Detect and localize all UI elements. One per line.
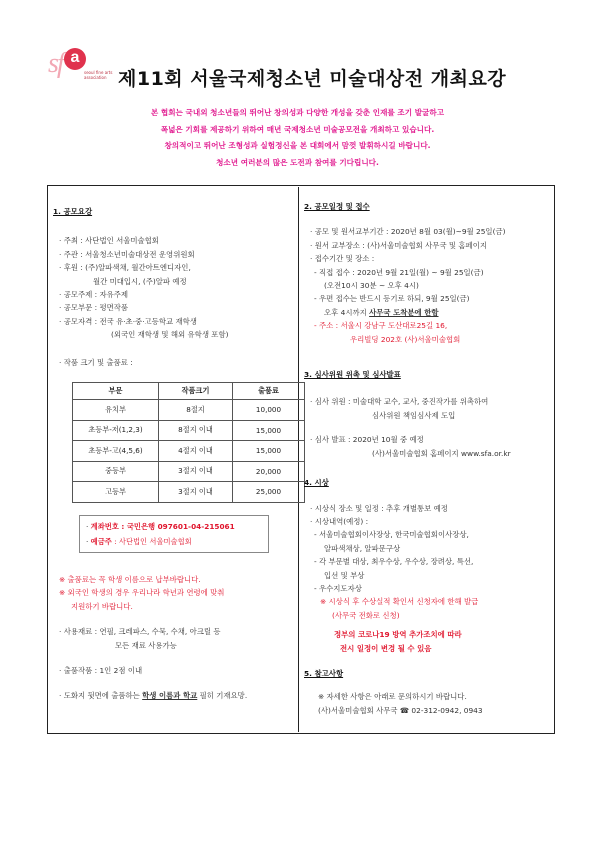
judges-cont: 심사위원 책임심사제 도입: [372, 410, 456, 420]
schedule-line: · 접수기간 및 장소 :: [310, 254, 375, 264]
section-heading-3: 3. 심사위원 위촉 및 심사발표: [304, 370, 401, 380]
holder-line: · 예금주 : 사단법인 서울미술협회: [86, 537, 192, 546]
table-row: [73, 441, 305, 462]
work-count: · 출품작품 : 1인 2점 이내: [59, 666, 143, 676]
table-cell: 유치부: [73, 400, 159, 421]
materials: · 사용재료 : 연필, 크레파스, 수묵, 수채, 아크릴 등: [59, 627, 221, 637]
sponsor-cont: 월간 미대입시, (주)알파 예정: [93, 276, 187, 286]
schedule-line: · 원서 교부장소 : (사)서울미술협회 사무국 및 홈페이지: [310, 240, 487, 250]
intro-line: 창의적이고 뛰어난 조형성과 실험정신을 본 대회에서 맘껏 발휘하시길 바랍니다.: [164, 141, 431, 150]
table-header: 작품크기: [159, 383, 233, 400]
award-line: · 시상식 장소 및 일정 : 추후 개별통보 예정: [310, 503, 448, 513]
section-heading-5: 5. 참고사항: [304, 668, 344, 678]
award-line: - 우수지도자상: [314, 583, 362, 593]
section-heading-2: 2. 공모일정 및 접수: [304, 202, 370, 211]
note-fee-name: ※ 출품료는 꼭 학생 이름으로 납부바랍니다.: [59, 575, 201, 584]
back-note-post: 필히 기재요망.: [197, 691, 248, 701]
address-line: - 주소 : 서울시 강남구 도산대로25길 16,: [314, 321, 448, 331]
holder-value: : 사단법인 서울미술협회: [111, 537, 192, 546]
table-cell: 3절지 이내: [159, 482, 233, 503]
deadline-pre: 오후 4시까지: [324, 307, 370, 317]
award-line: · 시상내역(예정) :: [310, 516, 369, 526]
back-note: [59, 689, 295, 702]
certificate-note-cont: (사무국 전화로 신청): [332, 610, 400, 620]
deadline-line: [310, 306, 552, 319]
logo-letters: sf: [48, 48, 63, 79]
table-cell: 8절지: [159, 400, 233, 421]
table-cell: 4절지 이내: [159, 441, 233, 462]
intro-line: 폭넓은 기회를 제공하기 위하여 매년 국제청소년 미술공모전을 개최하고 있습니다.: [160, 124, 435, 134]
table-header: 부문: [73, 383, 159, 400]
size-fee-title: · 작품 크기 및 출품료 :: [59, 357, 133, 367]
schedule-line: · 공모 및 원서교부기간 : 2020년 8월 03(월)~9월 25일(금): [310, 227, 506, 237]
category: · 공모부문 : 평면작품: [59, 303, 129, 313]
back-note-bold: 학생 이름과 학교: [142, 691, 198, 701]
logo-caption: seoul fine arts association: [84, 70, 113, 80]
schedule-line: - 우편 접수는 반드시 등기로 하되, 9월 25일(금): [314, 294, 470, 304]
page-title: 제11회 서울국제청소년 미술대상전 개최요강: [118, 68, 507, 90]
account-line: · 계좌번호 : 국민은행 097601-04-215061: [86, 522, 235, 531]
table-cell: 3절지 이내: [159, 461, 233, 482]
award-line: 입선 및 부상: [324, 570, 365, 580]
back-note-pre: · 도화지 뒷면에 출품하는: [59, 691, 143, 701]
theme: · 공모주제 : 자유주제: [59, 290, 129, 300]
table-cell: 초등부-고(4,5,6): [73, 441, 159, 462]
table-row: [73, 400, 305, 421]
covid-notice: 정부의 코로나19 방역 추가조치에 따라: [334, 630, 462, 640]
section-heading-1: 1. 공모요강: [53, 207, 93, 216]
covid-notice-cont: 전시 일정이 변경 될 수 있음: [340, 643, 432, 653]
table-cell: 8절지 이내: [159, 420, 233, 441]
table-cell: 20,000: [233, 461, 305, 482]
sponsor: · 후원 : (주)알파색채, 월간아트엔디자인,: [59, 263, 191, 273]
table-row: [73, 420, 305, 441]
table-cell: 중등부: [73, 461, 159, 482]
intro-line: 본 협회는 국내외 청소년들의 뛰어난 창의성과 다양한 개성을 갖춘 인재를 조기 발굴하고: [150, 108, 445, 117]
intro-line: 청소년 여러분의 많은 도전과 참여를 기다립니다.: [216, 157, 379, 167]
association-logo: [46, 48, 113, 94]
contact-phone: (사)서울미술협회 사무국 ☎ 02-312-0942, 0943: [318, 705, 483, 715]
table-header-row: [73, 383, 305, 400]
award-line: - 각 부문별 대상, 최우수상, 우수상, 장려상, 특선,: [314, 557, 474, 567]
payment-account-box: [79, 515, 269, 553]
table-row: [73, 482, 305, 503]
table-cell: 25,000: [233, 482, 305, 503]
certificate-note: ※ 시상식 후 수상실적 확인서 신청자에 한해 발급: [320, 597, 479, 607]
award-line: - 서울미술협회이사장상, 한국미술협회이사장상,: [314, 530, 469, 540]
eligibility: · 공모자격 : 전국 유·초·중·고등학교 재학생: [59, 316, 197, 326]
judges: · 심사 위원 : 미술대학 교수, 교사, 중진작가를 위촉하여: [310, 397, 489, 407]
host: · 주관 : 서울청소년미술대상전 운영위원회: [59, 249, 195, 259]
table-cell: 초등부-저(1,2,3): [73, 420, 159, 441]
award-line: 알파색채상, 알파문구상: [324, 543, 401, 553]
right-column: [304, 200, 552, 717]
account-value: : 국민은행 097601-04-215061: [118, 522, 235, 531]
address-line-cont: 우리빌딩 202호 (사)서울미술협회: [350, 334, 461, 344]
announcement-cont: (사)서울미술협회 홈페이지 www.sfa.or.kr: [372, 448, 511, 458]
table-header: 출품료: [233, 383, 305, 400]
intro-paragraph: [60, 105, 535, 171]
deadline-bold: 사무국 도착분에 한함: [369, 307, 439, 317]
organizer: · 주최 : 사단법인 서울미술협회: [59, 236, 159, 246]
left-notes: [59, 573, 295, 703]
table-cell: 고등부: [73, 482, 159, 503]
table-row: [73, 461, 305, 482]
note-foreign: ※ 외국인 학생의 경우 우리나라 학년과 연령에 맞춰: [59, 588, 225, 598]
note-foreign-cont: 지원하기 바랍니다.: [71, 601, 133, 611]
table-cell: 15,000: [233, 420, 305, 441]
holder-label: 예금주: [90, 537, 112, 546]
eligibility-cont: (외국인 재학생 및 해외 유학생 포함): [111, 330, 229, 340]
materials-cont: 모든 재료 사용가능: [115, 640, 177, 650]
announcement: · 심사 발표 : 2020년 10월 중 예정: [310, 435, 424, 445]
contact-note: ※ 자세한 사항은 아래로 문의하시기 바랍니다.: [318, 692, 467, 702]
table-cell: 10,000: [233, 400, 305, 421]
left-column: [53, 205, 293, 369]
logo-circle: a: [64, 48, 86, 70]
table-cell: 15,000: [233, 441, 305, 462]
size-fee-table: [72, 382, 305, 503]
schedule-line: - 직접 접수 : 2020년 9월 21일(월) ~ 9월 25일(금): [314, 267, 484, 277]
schedule-line: (오전10시 30분 ~ 오후 4시): [324, 281, 419, 291]
account-label: 계좌번호: [90, 522, 119, 531]
section-heading-4: 4. 시상: [304, 478, 329, 488]
